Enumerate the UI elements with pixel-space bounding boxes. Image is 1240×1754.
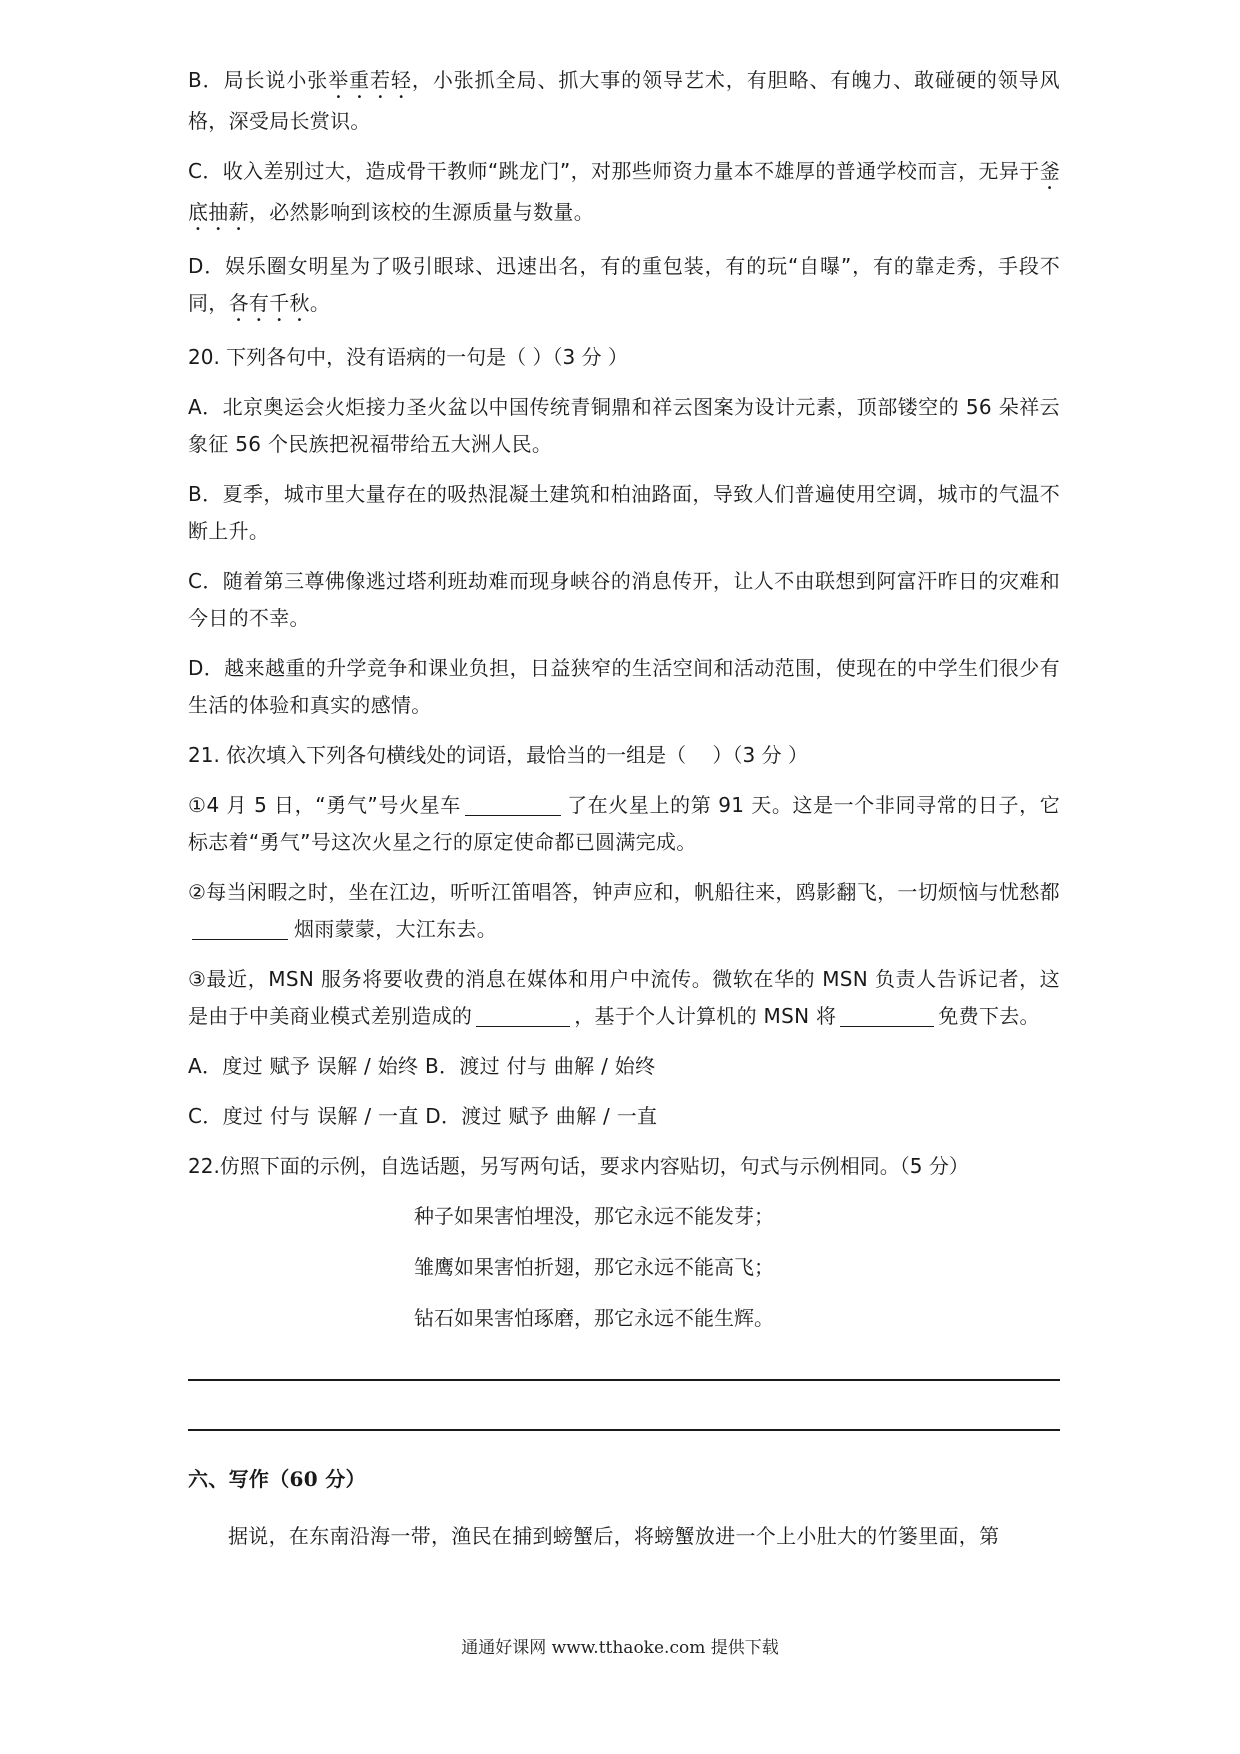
q19-option-d-idiom: 各有千秋 — [228, 291, 310, 315]
q20-option-c: C．随着第三尊佛像逃过塔利班劫难而现身峡谷的消息传开，让人不由联想到阿富汗昨日的灾难和今日的不幸。 — [188, 569, 1060, 630]
q21-s1-pre: ①4 月 5 日，“勇气”号火星车 — [188, 793, 461, 817]
q21-sentence-2 — [188, 874, 1060, 948]
q21-s2-pre: ②每当闲暇之时，坐在江边，听听江笛唱答，钟声应和，帆船往来，鸥影翻飞，一切烦恼与忧愁都 — [188, 880, 1060, 904]
q21-s3-mid: ，基于个人计算机的 MSN 将 — [574, 1004, 837, 1028]
q21-blank-1[interactable] — [465, 791, 561, 816]
q20-title: 20. 下列各句中，没有语病的一句是（ ）（3 分 ） — [188, 345, 628, 369]
q21-options-ab: A．度过 赋予 误解 / 始终 B．渡过 付与 曲解 / 始终 — [188, 1054, 656, 1078]
q21-s2-post: 烟雨蒙蒙，大江东去。 — [294, 917, 497, 941]
q21-s3-post: 免费下去。 — [938, 1004, 1040, 1028]
exam-page — [188, 62, 1060, 1568]
writing-prompt-text: 据说，在东南沿海一带，渔民在捕到螃蟹后，将螃蟹放进一个上小肚大的竹篓里面，第 — [228, 1524, 1000, 1548]
q21-options-cd: C．度过 付与 误解 / 一直 D．渡过 赋予 曲解 / 一直 — [188, 1104, 658, 1128]
q21-sentence-3 — [188, 961, 1060, 1035]
page-footer: 通通好课网 www.tthaoke.com 提供下载 — [461, 1638, 779, 1658]
q22-example-1: 种子如果害怕埋没，那它永远不能发芽； — [414, 1204, 774, 1228]
q19-option-d-post: 。 — [309, 291, 331, 315]
q21-sentence-1 — [188, 787, 1060, 861]
q19-option-d — [188, 248, 1060, 326]
q21-blank-2[interactable] — [192, 915, 288, 940]
q19-option-d-pre: D．娱乐圈女明星为了吸引眼球、迅速出名，有的重包装，有的玩“自曝”，有的靠走秀，手段不同， — [188, 254, 1060, 315]
q20-option-b: B．夏季，城市里大量存在的吸热混凝土建筑和柏油路面，导致人们普遍使用空调，城市的气温不断上升。 — [188, 482, 1060, 543]
q20-option-d: D．越来越重的升学竞争和课业负担，日益狭窄的生活空间和活动范围，使现在的中学生们很少有生活的体验和真实的感情。 — [188, 656, 1060, 717]
q20-option-a: A．北京奥运会火炬接力圣火盆以中国传统青铜鼎和祥云图案为设计元素，顶部镂空的 56 朵祥云象征 56 个民族把祝福带给五大洲人民。 — [188, 395, 1060, 456]
q21-s3-pre: ③最近，MSN 服务将要收费的消息在媒体和用户中流传。微软在华的 MSN 负责人告诉记者，这是由于中美商业模式差别造成的 — [188, 967, 1060, 1028]
q22-title: 22.仿照下面的示例，自选话题，另写两句话，要求内容贴切，句式与示例相同。（5 分） — [188, 1154, 969, 1178]
q19-option-c — [188, 153, 1060, 235]
q19-option-c-post: ，必然影响到该校的生源质量与数量。 — [248, 200, 595, 224]
q22-example-3: 钻石如果害怕琢磨，那它永远不能生辉。 — [414, 1306, 774, 1330]
q21-blank-3[interactable] — [476, 1002, 570, 1027]
q19-option-b — [188, 62, 1060, 140]
q19-option-c-pre: C．收入差别过大，造成骨干教师“跳龙门”，对那些师资力量本不雄厚的普通学校而言，无异于 — [188, 159, 1040, 183]
q21-s1-post: 了在火星上的第 91 天。这是一个非同寻常的日子，它标志着“勇气”号这次火星之行的原定使命都已圆满完成。 — [188, 793, 1060, 854]
q19-option-b-post: ，小张抓全局、抓大事的领导艺术，有胆略、有魄力、敢碰硬的领导风格，深受局长赏识。 — [188, 68, 1060, 133]
q21-blank-4[interactable] — [840, 1002, 934, 1027]
q21-title: 21. 依次填入下列各句横线处的词语，最恰当的一组是（ ）（3 分 ） — [188, 743, 808, 767]
q19-option-b-idiom: 举重若轻 — [328, 68, 412, 92]
q19-option-b-pre: B．局长说小张 — [188, 68, 329, 92]
q19-option-c-idiom: 釜底抽薪 — [188, 159, 1060, 224]
q22-example-2: 雏鹰如果害怕折翅，那它永远不能高飞； — [414, 1255, 774, 1279]
writing-section-title: 六、写作（60 分） — [188, 1467, 366, 1491]
